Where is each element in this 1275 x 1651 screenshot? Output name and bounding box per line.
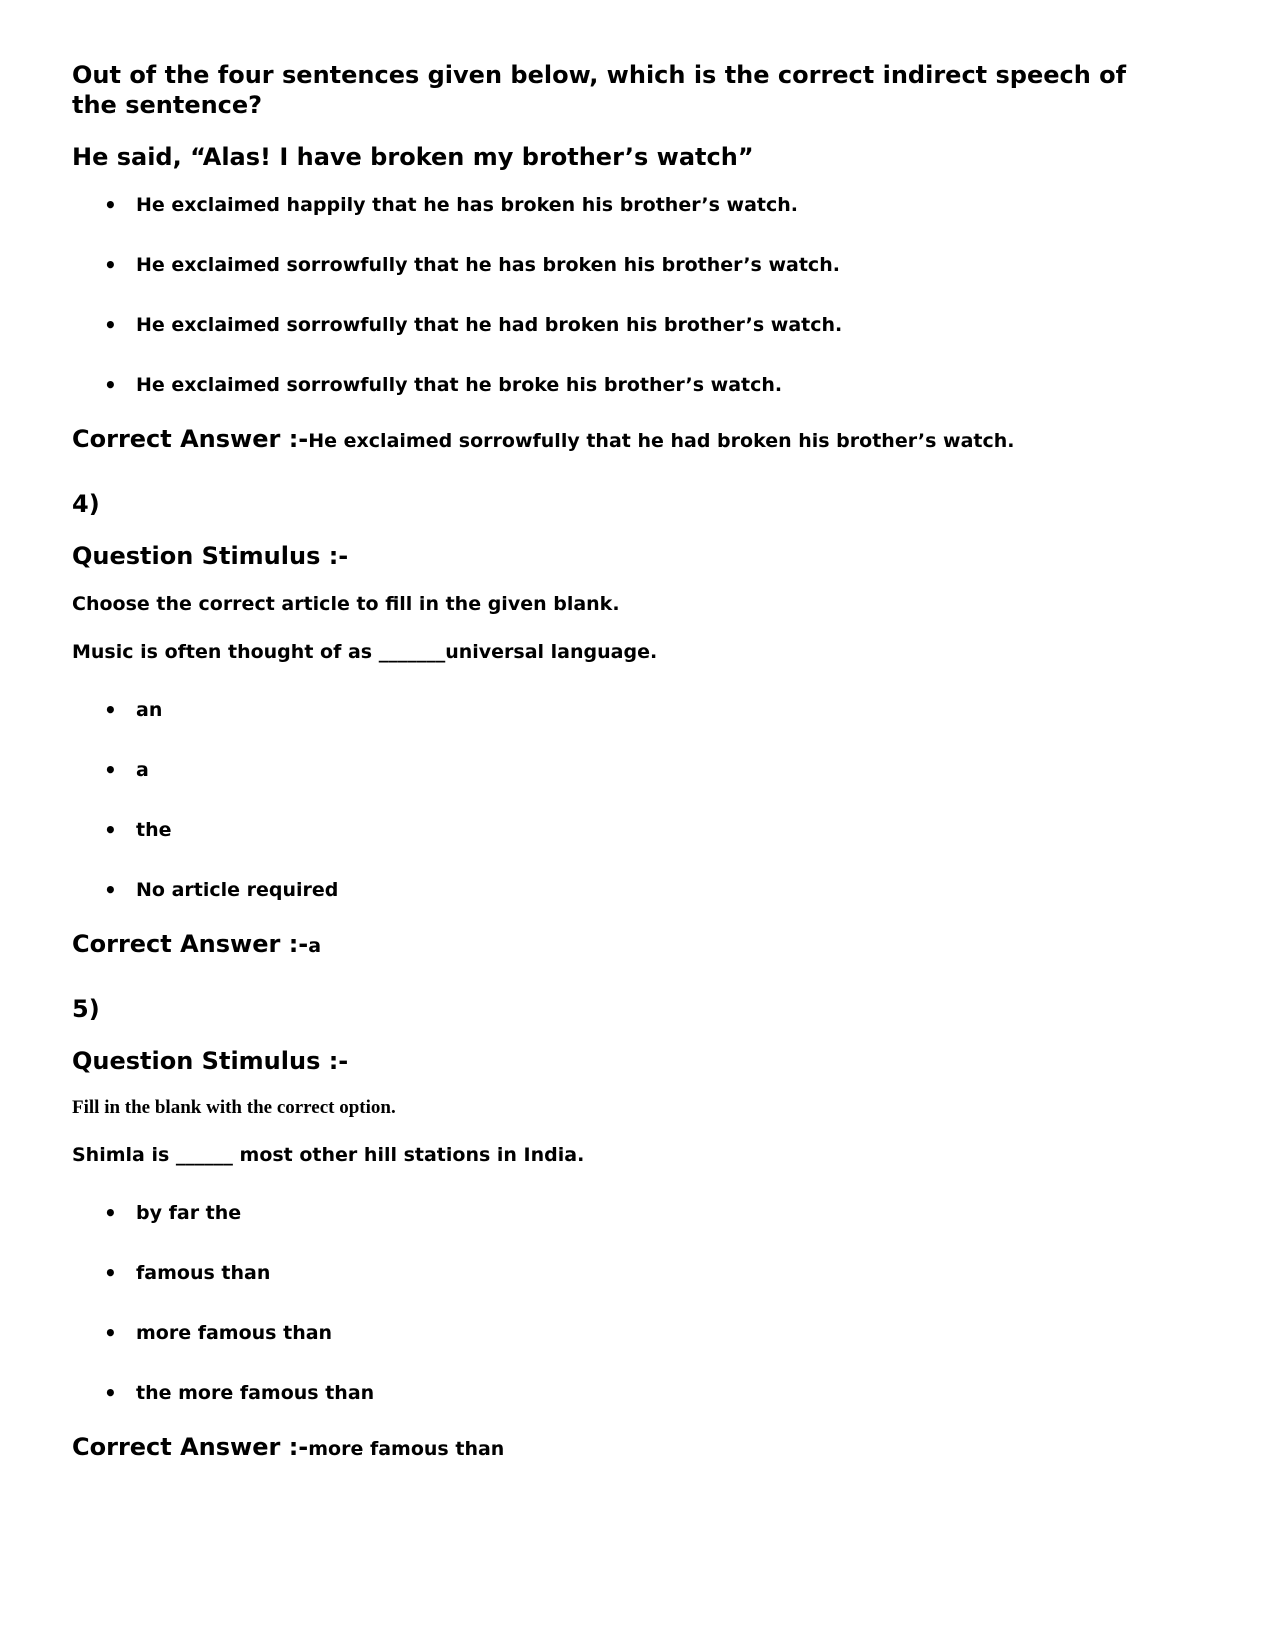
q3-options <box>72 192 1222 398</box>
option-text: No article required <box>136 879 339 901</box>
question-5 <box>72 994 1222 1465</box>
q4-instruction: Choose the correct article to fill in the given blank. <box>72 593 620 615</box>
q5-correct-answer <box>72 1432 1222 1465</box>
answer-label: Correct Answer :- <box>72 930 309 958</box>
q5-sentence: Shimla is ______ most other hill stations in India. <box>72 1144 585 1166</box>
q3-stimulus-line-2: the sentence? <box>72 91 263 119</box>
option-text: by far the <box>136 1202 242 1224</box>
bullet-icon: • <box>104 758 117 782</box>
bullet-icon: • <box>104 193 117 217</box>
bullet-icon: • <box>104 253 117 277</box>
q5-instruction: Fill in the blank with the correct option. <box>72 1097 396 1118</box>
option-text: more famous than <box>136 1322 333 1344</box>
bullet-icon: • <box>104 698 117 722</box>
option-text: He exclaimed sorrowfully that he has broken his brother’s watch. <box>136 254 840 276</box>
bullet-icon: • <box>104 1261 117 1285</box>
q4-option-1 <box>72 697 1222 723</box>
q4-sentence: Music is often thought of as _______universal language. <box>72 641 658 663</box>
option-text: He exclaimed happily that he has broken his brother’s watch. <box>136 194 798 216</box>
bullet-icon: • <box>104 313 117 337</box>
answer-label: Correct Answer :- <box>72 1433 309 1461</box>
q3-option-3 <box>72 312 1222 338</box>
q4-stimulus-heading: Question Stimulus :- <box>72 542 349 570</box>
q3-sentence: He said, “Alas! I have broken my brother’s watch” <box>72 143 754 171</box>
option-text: the more famous than <box>136 1382 375 1404</box>
option-text: a <box>136 759 149 781</box>
bullet-icon: • <box>104 373 117 397</box>
answer-label: Correct Answer :- <box>72 425 309 453</box>
question-4 <box>72 489 1222 962</box>
q4-option-2 <box>72 757 1222 783</box>
q3-option-1 <box>72 192 1222 218</box>
option-text: He exclaimed sorrowfully that he broke his brother’s watch. <box>136 374 783 396</box>
bullet-icon: • <box>104 878 117 902</box>
q5-stimulus-heading: Question Stimulus :- <box>72 1047 349 1075</box>
answer-value: a <box>308 935 322 957</box>
option-text: the <box>136 819 172 841</box>
q5-option-4 <box>72 1380 1222 1406</box>
answer-value: He exclaimed sorrowfully that he had broken his brother’s watch. <box>308 430 1015 452</box>
q4-correct-answer <box>72 929 1222 962</box>
q5-option-3 <box>72 1320 1222 1346</box>
q3-correct-answer <box>72 424 1222 457</box>
q3-option-4 <box>72 372 1222 398</box>
bullet-icon: • <box>104 1381 117 1405</box>
q5-option-1 <box>72 1200 1222 1226</box>
question-3 <box>72 60 1222 457</box>
document-page <box>72 60 1222 1465</box>
q4-option-3 <box>72 817 1222 843</box>
q3-stimulus-line-1: Out of the four sentences given below, which is the correct indirect speech of <box>72 61 1127 89</box>
q4-option-4 <box>72 877 1222 903</box>
q5-options <box>72 1200 1222 1406</box>
bullet-icon: • <box>104 818 117 842</box>
option-text: He exclaimed sorrowfully that he had broken his brother’s watch. <box>136 314 843 336</box>
q3-option-2 <box>72 252 1222 278</box>
bullet-icon: • <box>104 1201 117 1225</box>
option-text: an <box>136 699 163 721</box>
answer-value: more famous than <box>308 1438 505 1460</box>
q4-number: 4) <box>72 490 100 518</box>
q5-number: 5) <box>72 995 100 1023</box>
q5-option-2 <box>72 1260 1222 1286</box>
bullet-icon: • <box>104 1321 117 1345</box>
q4-options <box>72 697 1222 903</box>
option-text: famous than <box>136 1262 271 1284</box>
